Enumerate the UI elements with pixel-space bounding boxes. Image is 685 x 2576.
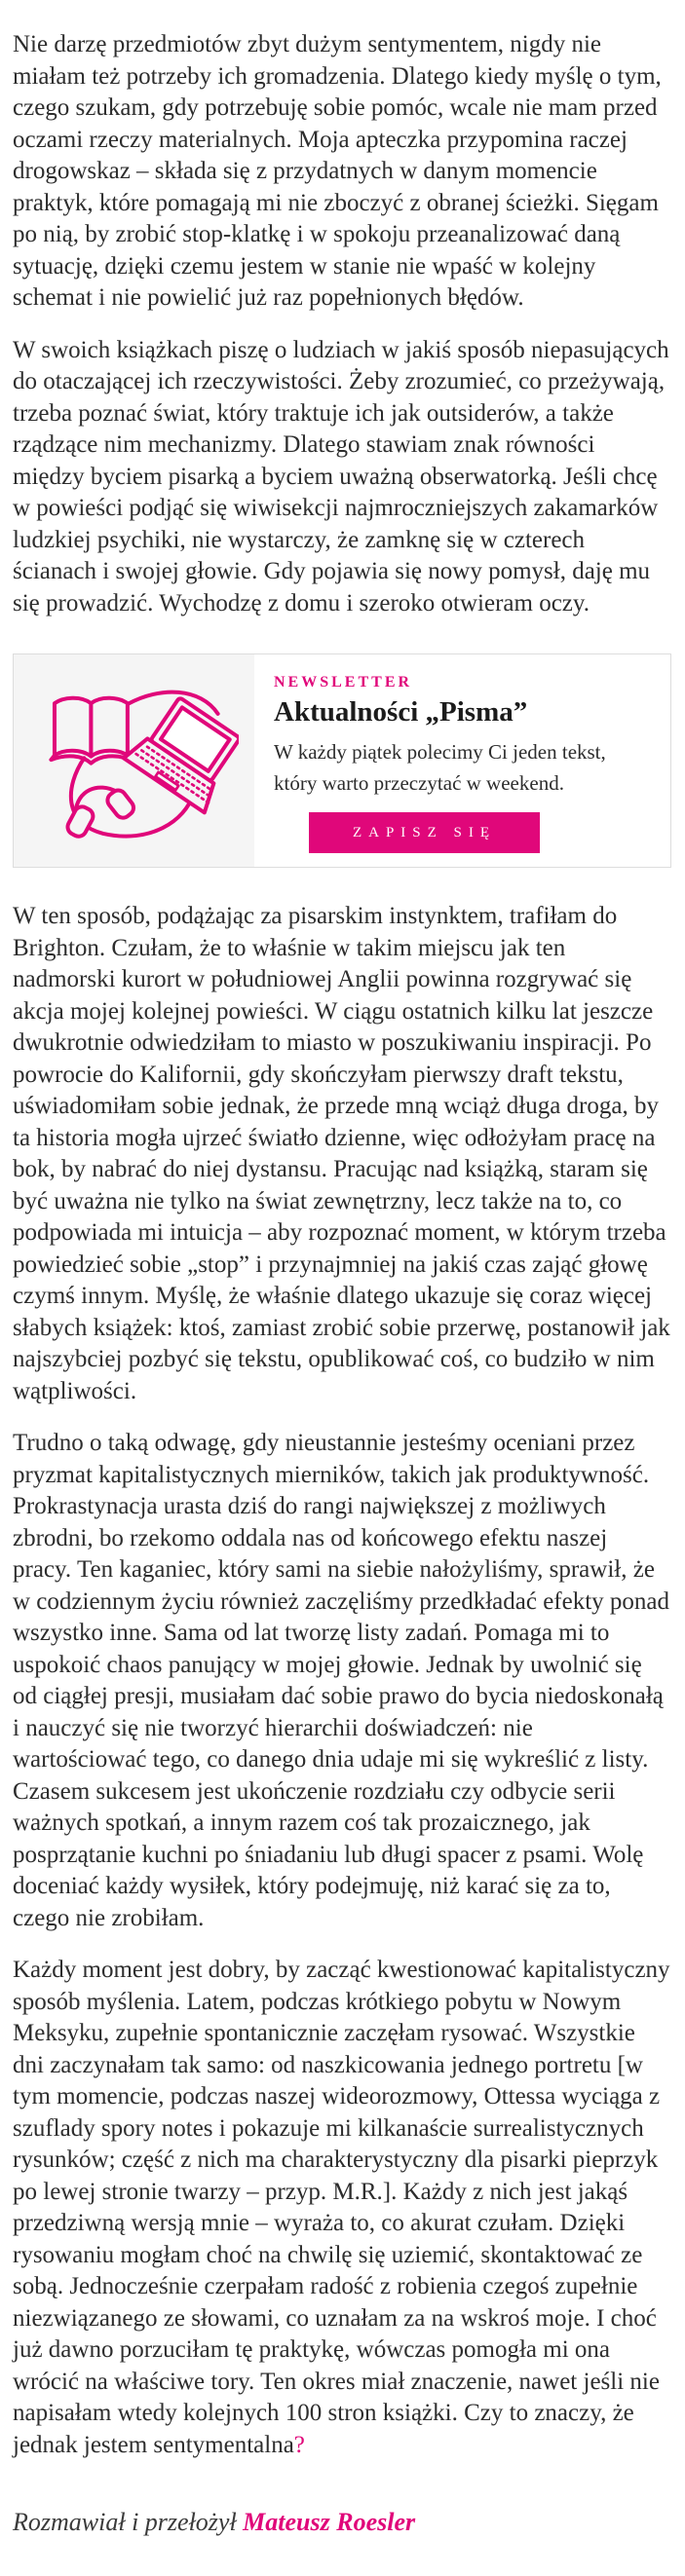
article-paragraph xyxy=(13,1428,671,1934)
article-paragraph xyxy=(13,335,671,620)
article-paragraph xyxy=(13,1955,671,2461)
byline-prefix: Rozmawiał i przełożył xyxy=(13,2508,244,2536)
translator-link[interactable]: Mateusz Roesler xyxy=(243,2508,416,2536)
article-paragraph xyxy=(13,29,671,315)
newsletter-title: Aktualności „Pisma” xyxy=(274,696,528,728)
paragraph-text: Trudno o taką odwagę, gdy nieustannie jesteśmy oceniani przez pryzmat kapitalistycznych mierników, takich jak produktywność. Prokrastynacja urasta dziś do rangi największej z możliwych zbrodni, bo rzekomo oddala nas od końcowego efektu naszej pracy. Ten kaganiec, który sami na siebie nałożyliśmy, sprawił, że w codziennym życiu również zaczęliśmy przedkładać efekty ponad wszystko inne. Sama od lat tworzę listy zadań. Pomaga mi to uspokoić chaos panujący w mojej głowie. Jednak by uwolnić się od ciągłej presji, musiałam dać sobie prawo do bycia niedoskonałą i nauczyć się nie tworzyć hierarchii doświadczeń: nie wartościować tego, co danego dnia udaje mi się wykreślić z listy. Czasem sukcesem jest ukończenie rozdziału czy odbycie serii ważnych spotkań, a innym razem coś tak prozaicznego, jak posprzątanie kuchni po śniadaniu lub długi spacer z psami. Wolę doceniać każdy wysiłek, który podejmuję, niż karać się za to, czego nie zrobiłam. xyxy=(13,1430,669,1931)
newsletter-signup-button[interactable]: ZAPISZ SIĘ xyxy=(309,812,540,853)
paragraph-text: Nie darzę przedmiotów zbyt dużym sentymentem, nigdy nie miałam też potrzeby ich gromadzenia. Dlatego kiedy myślę o tym, czego szukam, gdy potrzebuję sobie pomóc, wcale nie mam przed oczami rzeczy materialnych. Moja apteczka przypomina raczej drogowskaz – składa się z przydatnych w danym momencie praktyk, które pomagają mi nie zboczyć z obranej ścieżki. Sięgam po nią, by zrobić stop-klatkę i w spokoju przeanalizować daną sytuację, dzięki czemu jestem w stanie nie wpaść w kolejny schemat i nie powielić już raz popełnionych błędów. xyxy=(13,31,662,311)
paragraph-text: W ten sposób, podążając za pisarskim instynktem, trafiłam do Brighton. Czułam, że to właśnie w takim miejscu jak ten nadmorski kurort w południowej Anglii powinna rozgrywać się akcja mojej kolejnej powieści. W ciągu ostatnich kilku lat jeszcze dwukrotnie odwiedziłam to miasto w poszukiwaniu inspiracji. Po powrocie do Kalifornii, gdy skończyłam pierwszy draft tekstu, uświadomiłam sobie jednak, że przede mną wciąż długa droga, by ta historia mogła ujrzeć światło dzienne, więc odłożyłam pracę na bok, by nabrać do niej dystansu. Pracując nad książką, staram się być uważna nie tylko na świat zewnętrzny, lecz także na to, co podpowiada mi intuicja – aby rozpoznać moment, w którym trzeba powiedzieć sobie „stop” i przynajmniej na jakiś czas zająć głowę czymś innym. Myślę, że właśnie dlatego ukazuje się coraz więcej słabych książek: ktoś, zamiast zrobić sobie przerwę, postanowił jak najszybciej pozbyć się tekstu, opublikować coś, co budziło w nim wątpliwości. xyxy=(13,903,670,1404)
newsletter-content xyxy=(254,654,670,867)
newsletter-description: W każdy piątek polecimy Ci jeden tekst, który warto przeczytać w weekend. xyxy=(274,740,606,795)
paragraph-text: Każdy moment jest dobry, by zacząć kwestionować kapitalistyczny sposób myślenia. Latem, podczas krótkiego pobytu w Nowym Meksyku, zupełnie spontanicznie zaczęłam rysować. Wszystkie dni zaczynałam tak samo: od naszkicowania jednego portretu [w tym momencie, podczas naszej wideorozmowy, Ottessa wyciąga z szuflady spory notes i pokazuje mi kilkanaście surrealistycznych rysunków; część z nich ma charakterystyczny dla pisarki pieprzyk po lewej stronie twarzy – przyp. M.R.]. Każdy z nich jest jakąś przedziwną wersją mnie – wyraża to, co akurat czułam. Dzięki rysowaniu mogłam choć na chwilę się uziemić, skontaktować ze sobą. Jednocześnie czerpałam radość z robienia czegoś zupełnie niezwiązanego ze słowami, co uznałam za na wskroś moje. I choć już dawno porzuciłam tę praktykę, wówczas pomogła mi ona wrócić na właściwe tory. Ten okres miał znaczenie, nawet jeśli nie napisałam wtedy kolejnych 100 stron książki. Czy to znaczy, że jednak jestem sentymentalna xyxy=(13,1957,670,2458)
book-laptop-headphones-icon xyxy=(14,654,254,867)
newsletter-signup-card xyxy=(13,653,671,868)
question-mark-accent: ? xyxy=(293,2431,305,2458)
article-byline xyxy=(13,2508,671,2537)
paragraph-text: W swoich książkach piszę o ludziach w jakiś sposób niepasujących do otaczającej ich rzeczywistości. Żeby zrozumieć, co przeżywają, trzeba poznać świat, który traktuje ich jak outsiderów, a także rządzące nim mechanizmy. Dlatego stawiam znak równości między byciem pisarką a byciem uważną obserwatorką. Jeśli chcę w powieści podjąć się wiwisekcji najmroczniejszych zakamarków ludzkiej psychiki, nie wystarczy, że zamknę się w czterech ścianach i swojej głowie. Gdy pojawia się nowy pomysł, daję mu się prowadzić. Wychodzę z domu i szeroko otwieram oczy. xyxy=(13,336,669,616)
article-paragraph xyxy=(13,901,671,1407)
newsletter-kicker: NEWSLETTER xyxy=(274,674,413,691)
